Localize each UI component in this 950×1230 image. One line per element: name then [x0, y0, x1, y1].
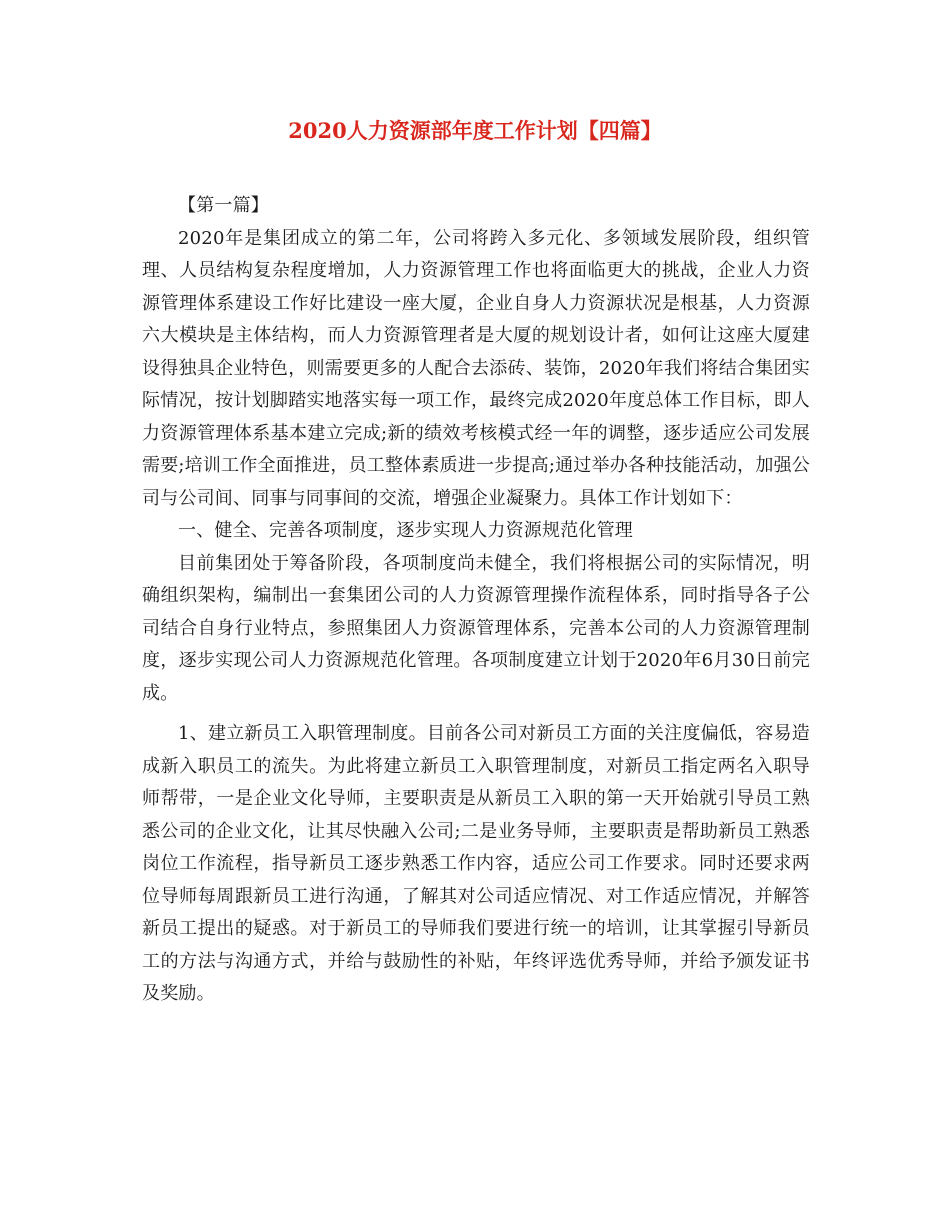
intro-paragraph: 2020年是集团成立的第二年，公司将跨入多元化、多领域发展阶段，组织管理、人员结构复杂程度增加，人力资源管理工作也将面临更大的挑战，企业人力资源管理体系建设工作好比建设一座大厦，企业自身人力资源状况是根基，人力资源六大模块是主体结构，而人力资源管理者是大厦的规划设计者，如何让这座大厦建设得独具企业特色，则需要更多的人配合去添砖、装饰，2020年我们将结合集团实际情况，按计划脚踏实地落实每一项工作，最终完成2020年度总体工作目标，即人力资源管理体系基本建立完成;新的绩效考核模式经一年的调整，逐步适应公司发展需要;培训工作全面推进，员工整体素质进一步提高;通过举办各种技能活动，加强公司与公司间、同事与同事间的交流，增强企业凝聚力。具体工作计划如下： [142, 227, 810, 509]
paragraph-new-employee-onboarding: 1、建立新员工入职管理制度。目前各公司对新员工方面的关注度偏低，容易造成新入职员工的流失。为此将建立新员工入职管理制度，对新员工指定两名入职导师帮带，一是企业文化导师，主要职责是从新员工入职的第一天开始就引导员工熟悉公司的企业文化，让其尽快融入公司;二是业务导师，主要职责是帮助新员工熟悉岗位工作流程，指导新员工逐步熟悉工作内容，适应公司工作要求。同时还要求两位导师每周跟新员工进行沟通，了解其对公司适应情况、对工作适应情况，并解答新员工提出的疑惑。对于新员工的导师我们要进行统一的培训，让其掌握引导新员工的方法与沟通方式，并给与鼓励性的补贴，年终评选优秀导师，并给予颁发证书及奖励。 [142, 723, 810, 1004]
section-heading-part-one: 【第一篇】 [178, 195, 269, 216]
paragraph-system-building: 目前集团处于筹备阶段，各项制度尚未健全，我们将根据公司的实际情况，明确组织架构，编制出一套集团公司的人力资源管理操作流程体系，同时指导各子公司结合自身行业特点，参照集团人力资源管理体系，完善本公司的人力资源管理制度，逐步实现公司人力资源规范化管理。各项制度建立计划于2020年6月30日前完成。 [142, 552, 810, 704]
section-heading-1: 一、健全、完善各项制度，逐步实现人力资源规范化管理 [178, 520, 633, 541]
document-body [142, 190, 810, 1011]
document-title: 2020人力资源部年度工作计划【四篇】 [288, 118, 662, 143]
